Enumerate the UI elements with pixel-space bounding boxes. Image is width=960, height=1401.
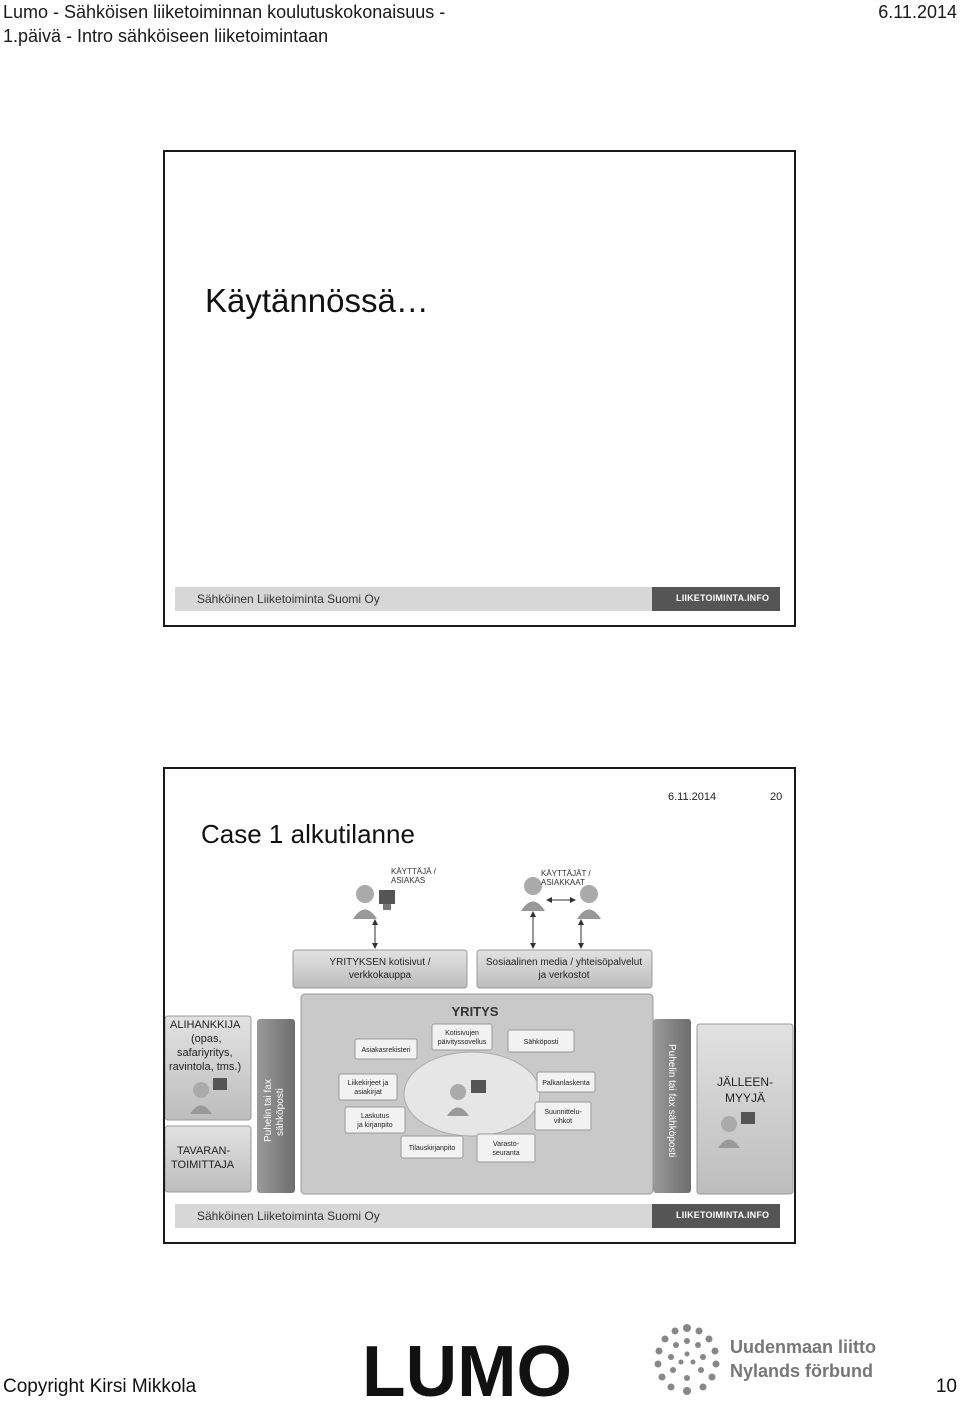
module-invoicing <box>345 1107 405 1133</box>
liiketoiminta-logo-text: LIIKETOIMINTA.INFO <box>676 1210 770 1220</box>
module-cms <box>432 1024 492 1050</box>
header-date: 6.11.2014 <box>878 2 957 22</box>
slide-1-footer-text: Sähköinen Liiketoiminta Suomi Oy <box>197 592 380 606</box>
supplier-label-2: TOIMITTAJA <box>171 1159 235 1171</box>
subcontractor-label-4: ravintola, tms.) <box>169 1061 242 1073</box>
slide-2-title: Case 1 alkutilanne <box>201 819 415 849</box>
uusimaa-logo-mark <box>650 1320 724 1398</box>
module-inventory-label-2: seuranta <box>492 1150 520 1157</box>
document-header <box>3 0 445 48</box>
module-letters <box>339 1074 397 1100</box>
case-diagram <box>165 864 794 1199</box>
reseller-box <box>697 1024 793 1194</box>
module-invoicing-label-2: ja kirjanpito <box>357 1122 393 1129</box>
user-2-label-2: ASIAKKAAT <box>541 878 585 887</box>
subcontractor-label-2: (opas, <box>191 1033 222 1045</box>
module-email-label: Sähköposti <box>523 1039 559 1046</box>
social-label-2: ja verkostot <box>538 970 590 981</box>
module-cms-label-2: päivityssovellus <box>437 1039 487 1046</box>
module-planning <box>535 1102 591 1130</box>
reseller-label-1: JÄLLEEN- <box>716 1075 774 1089</box>
slide-2-footer-text: Sähköinen Liiketoiminta Suomi Oy <box>197 1209 380 1223</box>
user-1-label-2: ASIAKAS <box>391 876 426 885</box>
header-title-line2: 1.päivä - Intro sähköiseen liiketoimintaan <box>3 26 329 46</box>
uusimaa-logo-text-2: Nylands förbund <box>730 1361 873 1381</box>
social-label-1: Sosiaalinen media / yhteisöpalvelut <box>485 957 643 968</box>
social-box <box>477 950 652 988</box>
left-channel-label-1: Puhelin tai fax <box>263 1079 274 1142</box>
user-icon-1 <box>353 885 395 919</box>
company-core <box>404 1052 540 1136</box>
page-number: 10 <box>935 1376 957 1397</box>
module-customer-register-label: Asiakasrekisteri <box>361 1047 411 1054</box>
web-label-1: YRITYKSEN kotisivut / <box>329 957 431 968</box>
left-channel-label-2: sähköposti <box>275 1088 286 1136</box>
module-letters-label-1: Liikekirjeet ja <box>347 1080 389 1087</box>
module-letters-label-2: asiakirjat <box>354 1089 382 1096</box>
uusimaa-logo-text-1: Uudenmaan liitto <box>730 1337 877 1357</box>
web-box <box>293 950 467 988</box>
liiketoiminta-logo <box>652 1204 780 1228</box>
subcontractor-label-3: safariyritys, <box>177 1047 233 1059</box>
slide-2-date: 6.11.2014 <box>668 791 717 803</box>
company-label: YRITYS <box>451 1004 499 1019</box>
liiketoiminta-logo-text: LIIKETOIMINTA.INFO <box>676 593 770 603</box>
slide-2-footer <box>175 1204 780 1228</box>
web-label-2: verkkokauppa <box>348 970 412 981</box>
right-channel-label: Puhelin tai fax sähköposti <box>666 1044 677 1158</box>
liiketoiminta-logo <box>652 587 780 611</box>
slide-2-number: 20 <box>770 791 783 803</box>
header-title-line1: Lumo - Sähköisen liiketoiminnan koulutuskokonaisuus - <box>3 2 446 22</box>
module-inventory <box>477 1134 535 1162</box>
module-inventory-label-1: Varasto- <box>493 1141 519 1148</box>
slide-1-footer <box>175 587 780 611</box>
user-2-label-1: KÄYTTÄJÄT / <box>541 869 591 878</box>
subcontractor-label-1: ALIHANKKIJA <box>170 1019 241 1031</box>
module-cms-label-1: Kotisivujen <box>445 1030 479 1037</box>
slide-2 <box>163 767 796 1244</box>
lumo-logo <box>362 1338 574 1398</box>
supplier-label-1: TAVARAN- <box>177 1145 231 1157</box>
reseller-label-2: MYYJÄ <box>724 1091 766 1105</box>
module-invoicing-label-1: Laskutus <box>360 1113 390 1120</box>
copyright: Copyright Kirsi Mikkola <box>3 1376 197 1397</box>
slide-1 <box>163 150 796 627</box>
module-orders-label: Tilauskirjanpito <box>408 1145 456 1152</box>
module-planning-label-1: Suunnittelu- <box>544 1109 582 1116</box>
module-payroll-label: Palkanlaskenta <box>542 1080 590 1087</box>
module-planning-label-2: vihkot <box>553 1118 573 1125</box>
lumo-logo-text: LUMO <box>362 1338 572 1398</box>
slide-1-title: Käytännössä… <box>205 282 429 319</box>
user-1-label-1: KÄYTTÄJÄ / <box>391 867 436 876</box>
